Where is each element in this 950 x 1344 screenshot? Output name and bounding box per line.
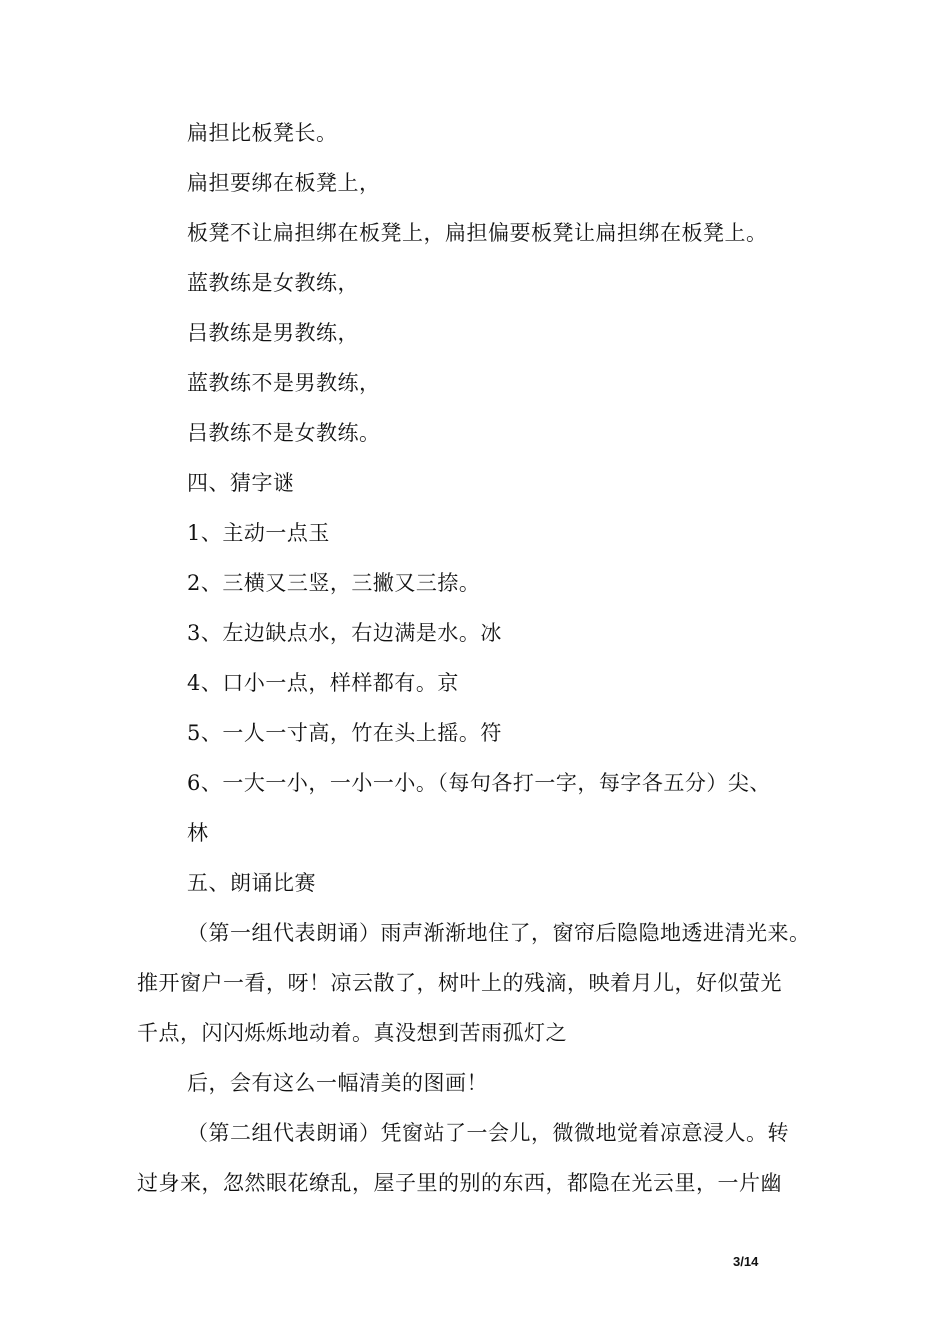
- riddle-item-6: 6、一大一小，一小一小。（每句各打一字，每字各五分）尖、: [187, 771, 771, 795]
- text-line-5: 吕教练是男教练，: [187, 321, 359, 345]
- paragraph-line-6: 过身来，忽然眼花缭乱，屋子里的别的东西，都隐在光云里，一片幽: [137, 1171, 782, 1195]
- section-heading-recitation: 五、朗诵比赛: [187, 871, 316, 895]
- paragraph-line-4: 后，会有这么一幅清美的图画！: [187, 1071, 488, 1095]
- paragraph-line-5: （第二组代表朗诵）凭窗站了一会儿，微微地觉着凉意浸人。转: [187, 1121, 789, 1145]
- text-line-1: 扁担比板凳长。: [187, 121, 338, 145]
- riddle-item-1: 1、主动一点玉: [187, 521, 330, 545]
- paragraph-line-1: （第一组代表朗诵）雨声渐渐地住了，窗帘后隐隐地透进清光来。: [187, 921, 811, 945]
- text-line-4: 蓝教练是女教练，: [187, 271, 359, 295]
- riddle-item-3: 3、左边缺点水，右边满是水。冰: [187, 621, 502, 645]
- text-line-6: 蓝教练不是男教练，: [187, 371, 381, 395]
- riddle-item-5: 5、一人一寸高，竹在头上摇。符: [187, 721, 502, 745]
- text-line-2: 扁担要绑在板凳上，: [187, 171, 381, 195]
- text-line-3: 板凳不让扁担绑在板凳上，扁担偏要板凳让扁担绑在板凳上。: [187, 221, 768, 245]
- riddle-item-4: 4、口小一点，样样都有。京: [187, 671, 459, 695]
- riddle-item-6-continued: 林: [187, 821, 209, 845]
- paragraph-line-3: 千点，闪闪烁烁地动着。真没想到苦雨孤灯之: [137, 1021, 567, 1045]
- riddle-item-2: 2、三横又三竖，三撇又三捺。: [187, 571, 481, 595]
- section-heading-riddles: 四、猜字谜: [187, 471, 295, 495]
- page-number: 3/14: [733, 1254, 759, 1269]
- paragraph-line-2: 推开窗户一看，呀！凉云散了，树叶上的残滴，映着月儿，好似萤光: [137, 971, 782, 995]
- text-line-7: 吕教练不是女教练。: [187, 421, 381, 445]
